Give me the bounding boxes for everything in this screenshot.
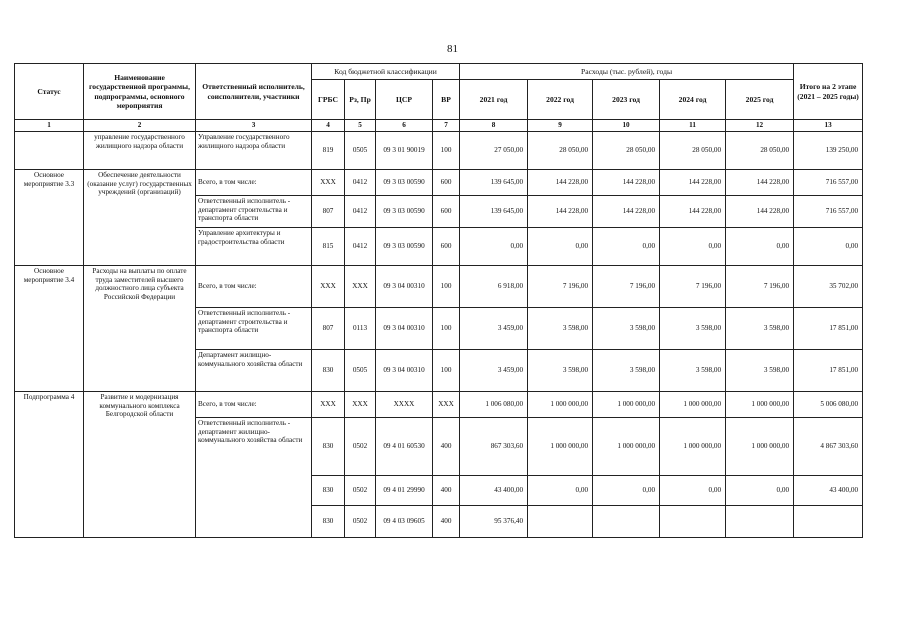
rzpr-cell: 0412 xyxy=(345,170,376,196)
amount-cell: 144 228,00 xyxy=(660,196,726,228)
rzpr-cell: 0505 xyxy=(345,132,376,170)
col-number: 10 xyxy=(593,120,660,132)
amount-cell: 139 645,00 xyxy=(460,196,528,228)
total-cell: 17 851,00 xyxy=(794,308,863,350)
csr-cell: 09 4 01 29990 xyxy=(376,476,433,506)
rzpr-cell: 0505 xyxy=(345,350,376,392)
amount-cell: 0,00 xyxy=(593,228,660,266)
table-row xyxy=(15,170,863,196)
responsible-cell: Ответственный исполнитель - департамент строительства и транспорта области xyxy=(196,308,312,350)
amount-cell: 27 050,00 xyxy=(460,132,528,170)
name-cell: Развитие и модернизация коммунального комплекса Белгородской области xyxy=(84,392,196,538)
total-cell: 17 851,00 xyxy=(794,350,863,392)
grbs-cell: 807 xyxy=(312,196,345,228)
csr-cell: 09 3 04 00310 xyxy=(376,266,433,308)
amount-cell: 1 006 080,00 xyxy=(460,392,528,418)
grbs-cell: ХХХ xyxy=(312,170,345,196)
header-name: Наименование государственной программы, подпрограммы, основного мероприятия xyxy=(84,64,196,120)
amount-cell: 1 000 000,00 xyxy=(726,392,794,418)
vr-cell: ХХХ xyxy=(433,392,460,418)
header-budget-code: Код бюджетной классификации xyxy=(312,64,460,80)
amount-cell: 144 228,00 xyxy=(528,196,593,228)
vr-cell: 600 xyxy=(433,196,460,228)
vr-cell: 400 xyxy=(433,506,460,538)
amount-cell: 0,00 xyxy=(726,228,794,266)
amount-cell: 6 918,00 xyxy=(460,266,528,308)
amount-cell: 1 000 000,00 xyxy=(726,418,794,476)
col-number: 8 xyxy=(460,120,528,132)
total-cell: 139 250,00 xyxy=(794,132,863,170)
col-number: 13 xyxy=(794,120,863,132)
amount-cell xyxy=(726,506,794,538)
rzpr-cell: 0412 xyxy=(345,196,376,228)
csr-cell: 09 3 03 00590 xyxy=(376,196,433,228)
header-2021: 2021 год xyxy=(460,80,528,120)
rzpr-cell: 0502 xyxy=(345,418,376,476)
grbs-cell: 815 xyxy=(312,228,345,266)
header-rzpr: Рз, Пр xyxy=(345,80,376,120)
col-number: 6 xyxy=(376,120,433,132)
header-grbs: ГРБС xyxy=(312,80,345,120)
name-cell: Расходы на выплаты по оплате труда заместителей высшего должностного лица субъекта Российской Федерации xyxy=(84,266,196,392)
table-row xyxy=(15,132,863,170)
header-2022: 2022 год xyxy=(528,80,593,120)
status-cell: Основное мероприятие 3.4 xyxy=(15,266,84,392)
rzpr-cell: 0502 xyxy=(345,506,376,538)
amount-cell: 3 598,00 xyxy=(660,350,726,392)
csr-cell: 09 3 03 00590 xyxy=(376,228,433,266)
vr-cell: 100 xyxy=(433,266,460,308)
amount-cell: 144 228,00 xyxy=(660,170,726,196)
responsible-cell: Всего, в том числе: xyxy=(196,170,312,196)
col-number: 2 xyxy=(84,120,196,132)
csr-cell: 09 4 03 09605 xyxy=(376,506,433,538)
total-cell: 716 557,00 xyxy=(794,196,863,228)
header-2023: 2023 год xyxy=(593,80,660,120)
csr-cell: 09 3 03 00590 xyxy=(376,170,433,196)
amount-cell: 867 303,60 xyxy=(460,418,528,476)
csr-cell: 09 3 04 00310 xyxy=(376,308,433,350)
amount-cell: 28 050,00 xyxy=(593,132,660,170)
responsible-cell: Всего, в том числе: xyxy=(196,392,312,418)
amount-cell: 7 196,00 xyxy=(528,266,593,308)
total-cell xyxy=(794,506,863,538)
budget-table xyxy=(14,63,863,538)
header-2024: 2024 год xyxy=(660,80,726,120)
responsible-cell: Управление архитектуры и градостроительства области xyxy=(196,228,312,266)
amount-cell: 1 000 000,00 xyxy=(593,418,660,476)
amount-cell: 3 598,00 xyxy=(726,350,794,392)
amount-cell: 144 228,00 xyxy=(726,196,794,228)
header-vr: ВР xyxy=(433,80,460,120)
total-cell: 716 557,00 xyxy=(794,170,863,196)
col-number: 12 xyxy=(726,120,794,132)
responsible-cell: Ответственный исполнитель - департамент строительства и транспорта области xyxy=(196,196,312,228)
amount-cell xyxy=(593,506,660,538)
csr-cell: 09 4 01 60530 xyxy=(376,418,433,476)
responsible-cell: Управление государственного жилищного надзора области xyxy=(196,132,312,170)
csr-cell: 09 3 01 90019 xyxy=(376,132,433,170)
header-expenses: Расходы (тыс. рублей), годы xyxy=(460,64,794,80)
amount-cell: 0,00 xyxy=(726,476,794,506)
amount-cell: 43 400,00 xyxy=(460,476,528,506)
csr-cell: 09 3 04 00310 xyxy=(376,350,433,392)
col-number: 11 xyxy=(660,120,726,132)
col-number: 1 xyxy=(15,120,84,132)
amount-cell: 0,00 xyxy=(528,228,593,266)
amount-cell: 0,00 xyxy=(460,228,528,266)
total-cell: 35 702,00 xyxy=(794,266,863,308)
amount-cell: 95 376,40 xyxy=(460,506,528,538)
col-number: 7 xyxy=(433,120,460,132)
amount-cell: 3 598,00 xyxy=(528,308,593,350)
header-total: Итого на 2 этапе (2021 – 2025 годы) xyxy=(794,64,863,120)
amount-cell: 3 598,00 xyxy=(593,350,660,392)
grbs-cell: 807 xyxy=(312,308,345,350)
amount-cell: 0,00 xyxy=(528,476,593,506)
amount-cell: 1 000 000,00 xyxy=(660,392,726,418)
grbs-cell: 830 xyxy=(312,476,345,506)
amount-cell: 144 228,00 xyxy=(726,170,794,196)
total-cell: 5 006 080,00 xyxy=(794,392,863,418)
amount-cell: 3 598,00 xyxy=(528,350,593,392)
amount-cell: 7 196,00 xyxy=(726,266,794,308)
page-number: 81 xyxy=(447,43,458,55)
amount-cell: 0,00 xyxy=(593,476,660,506)
amount-cell: 144 228,00 xyxy=(593,196,660,228)
amount-cell: 3 459,00 xyxy=(460,350,528,392)
responsible-cell: Всего, в том числе: xyxy=(196,266,312,308)
amount-cell: 1 000 000,00 xyxy=(528,392,593,418)
vr-cell: 600 xyxy=(433,170,460,196)
amount-cell: 28 050,00 xyxy=(726,132,794,170)
vr-cell: 600 xyxy=(433,228,460,266)
responsible-cell: Ответственный исполнитель - департамент жилищно-коммунального хозяйства области xyxy=(196,418,312,538)
amount-cell: 1 000 000,00 xyxy=(593,392,660,418)
col-number: 9 xyxy=(528,120,593,132)
amount-cell: 28 050,00 xyxy=(660,132,726,170)
rzpr-cell: 0113 xyxy=(345,308,376,350)
total-cell: 0,00 xyxy=(794,228,863,266)
total-cell: 4 867 303,60 xyxy=(794,418,863,476)
responsible-cell: Департамент жилищно-коммунального хозяйства области xyxy=(196,350,312,392)
status-cell: Основное мероприятие 3.3 xyxy=(15,170,84,266)
amount-cell xyxy=(528,506,593,538)
grbs-cell: 830 xyxy=(312,350,345,392)
amount-cell: 3 459,00 xyxy=(460,308,528,350)
amount-cell: 139 645,00 xyxy=(460,170,528,196)
name-cell: Обеспечение деятельности (оказание услуг) государственных учреждений (организаций) xyxy=(84,170,196,266)
status-cell: Подпрограмма 4 xyxy=(15,392,84,538)
vr-cell: 100 xyxy=(433,132,460,170)
amount-cell: 0,00 xyxy=(660,476,726,506)
amount-cell: 144 228,00 xyxy=(528,170,593,196)
rzpr-cell: ХХХ xyxy=(345,266,376,308)
amount-cell: 7 196,00 xyxy=(593,266,660,308)
column-number-row xyxy=(15,120,863,132)
table-row xyxy=(15,266,863,308)
amount-cell xyxy=(660,506,726,538)
status-cell xyxy=(15,132,84,170)
amount-cell: 3 598,00 xyxy=(726,308,794,350)
rzpr-cell: 0502 xyxy=(345,476,376,506)
rzpr-cell: ХХХ xyxy=(345,392,376,418)
amount-cell: 1 000 000,00 xyxy=(660,418,726,476)
amount-cell: 3 598,00 xyxy=(660,308,726,350)
amount-cell: 1 000 000,00 xyxy=(528,418,593,476)
amount-cell: 3 598,00 xyxy=(593,308,660,350)
amount-cell: 7 196,00 xyxy=(660,266,726,308)
vr-cell: 400 xyxy=(433,476,460,506)
vr-cell: 100 xyxy=(433,350,460,392)
amount-cell: 144 228,00 xyxy=(593,170,660,196)
col-number: 5 xyxy=(345,120,376,132)
vr-cell: 400 xyxy=(433,418,460,476)
grbs-cell: ХХХ xyxy=(312,266,345,308)
col-number: 4 xyxy=(312,120,345,132)
csr-cell: ХХХХ xyxy=(376,392,433,418)
amount-cell: 28 050,00 xyxy=(528,132,593,170)
name-cell: управление государственного жилищного надзора области xyxy=(84,132,196,170)
grbs-cell: 819 xyxy=(312,132,345,170)
rzpr-cell: 0412 xyxy=(345,228,376,266)
col-number: 3 xyxy=(196,120,312,132)
total-cell: 43 400,00 xyxy=(794,476,863,506)
header-responsible: Ответственный исполнитель, соисполнители, участники xyxy=(196,64,312,120)
header-2025: 2025 год xyxy=(726,80,794,120)
budget-body xyxy=(15,132,863,538)
header-csr: ЦСР xyxy=(376,80,433,120)
table-row xyxy=(15,392,863,418)
grbs-cell: 830 xyxy=(312,506,345,538)
vr-cell: 100 xyxy=(433,308,460,350)
grbs-cell: ХХХ xyxy=(312,392,345,418)
grbs-cell: 830 xyxy=(312,418,345,476)
header-status: Статус xyxy=(15,64,84,120)
amount-cell: 0,00 xyxy=(660,228,726,266)
